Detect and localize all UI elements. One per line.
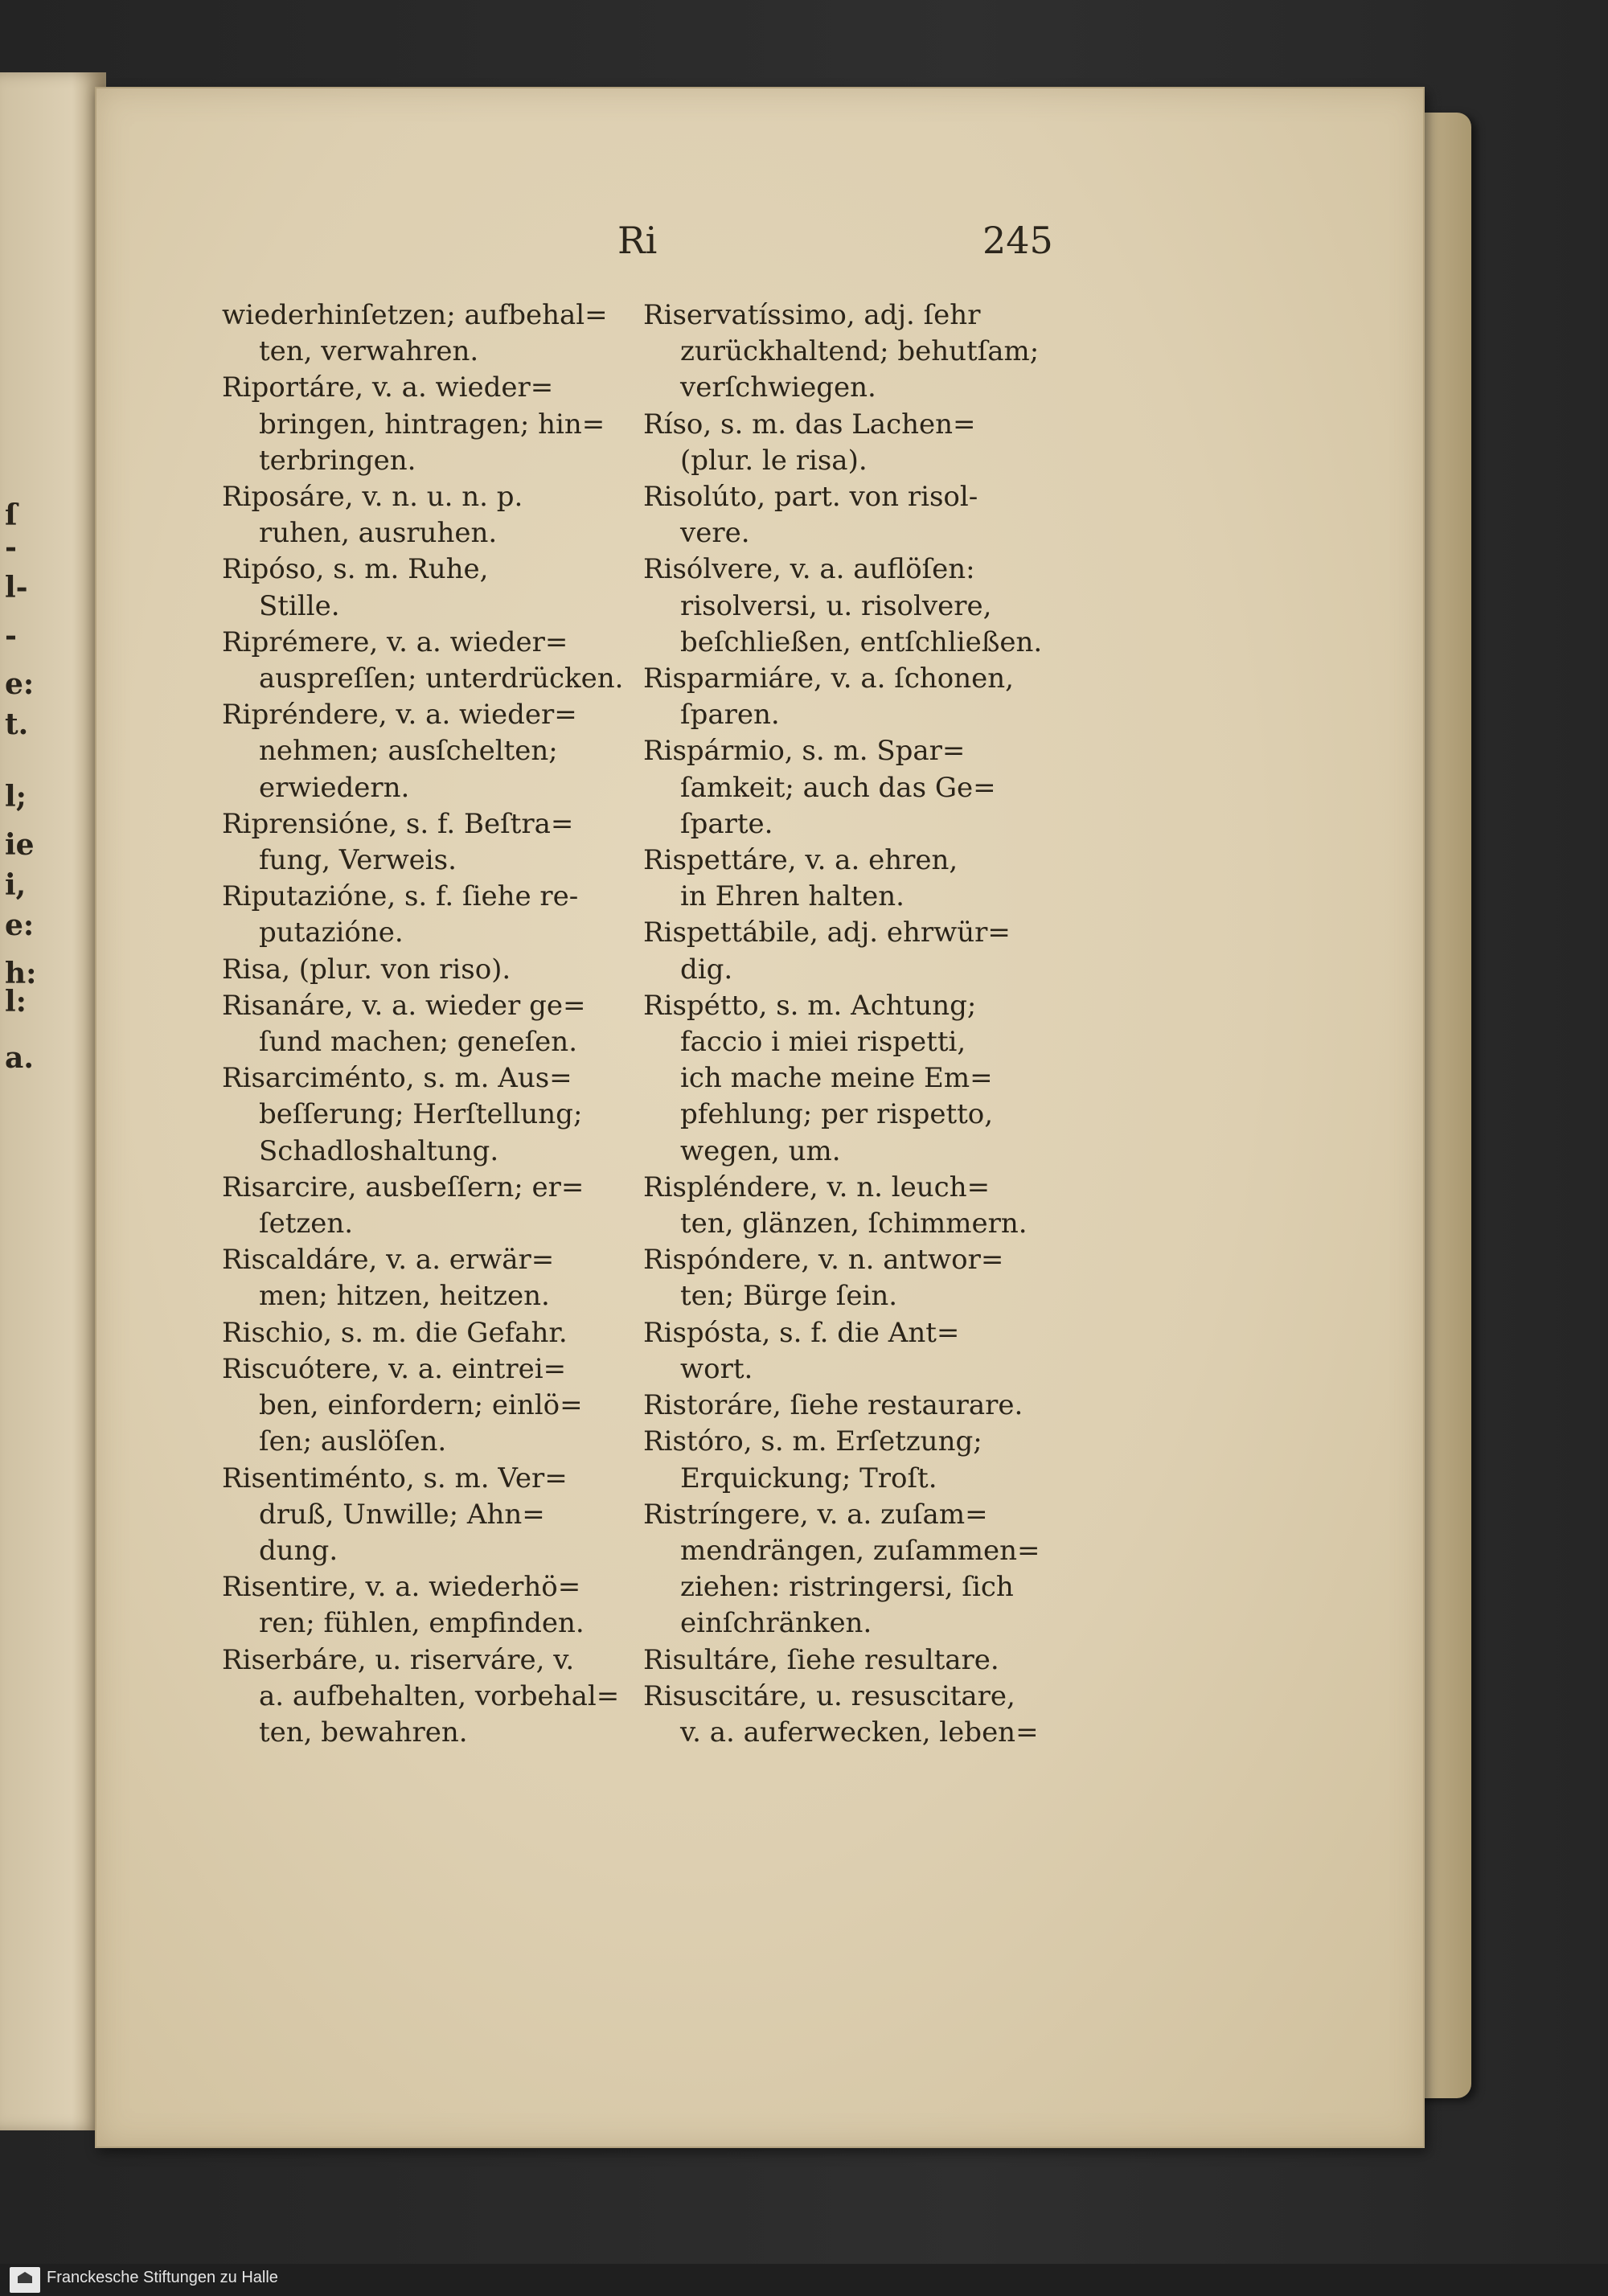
dictionary-entry [222, 1060, 627, 1170]
entry-continuation: ſparte. [680, 807, 773, 840]
entry-headline: Ripóso, s. m. Ruhe, [222, 553, 489, 586]
entry-headline: Ripréndere, v. a. wieder= [222, 699, 577, 732]
dictionary-entry [222, 370, 627, 479]
entry-continuation: mendrängen, zuſammen= [680, 1534, 1040, 1567]
dictionary-entry [222, 806, 627, 879]
dictionary-entry [222, 697, 627, 806]
entry-headline: Ríso, s. m. das Lachen= [643, 408, 976, 441]
page-number: 245 [982, 219, 1053, 262]
entry-continuation: ich mache meine Em= [680, 1062, 993, 1095]
dictionary-entry [222, 479, 627, 551]
entry-continuation: a. aufbehalten, vorbehal= [259, 1679, 620, 1712]
institution-logo-icon [10, 2267, 40, 2293]
entry-continuation: men; hitzen, heitzen. [259, 1280, 550, 1313]
dictionary-entry [643, 1242, 1049, 1314]
entry-headline: Riserbáre, u. riserváre, v. [222, 1643, 575, 1676]
entry-continuation: ten, glänzen, ſchimmern. [680, 1207, 1028, 1240]
entry-continuation: nehmen; ausſchelten; [259, 735, 558, 768]
entry-headline: Risarcire, ausbeſſern; er= [222, 1171, 585, 1203]
entry-headline: Riprémere, v. a. wieder= [222, 625, 568, 658]
entry-continuation: verſchwiegen. [680, 371, 876, 404]
dictionary-entry [643, 407, 1049, 479]
left-page-fragment: - [5, 531, 17, 564]
dictionary-entry [643, 1424, 1049, 1496]
left-page-fragment: ſ [5, 498, 18, 532]
entry-headline: Riservatíssimo, adj. ſehr [643, 299, 981, 331]
entry-continuation: ruhen, ausruhen. [259, 517, 498, 550]
entry-headline: Rischio, s. m. die Gefahr. [222, 1316, 568, 1349]
entry-continuation: zurückhaltend; behutſam; [680, 335, 1040, 368]
entry-headline: Riportáre, v. a. wieder= [222, 371, 554, 404]
entry-continuation: Schadloshaltung. [259, 1134, 499, 1167]
running-header: Ri [617, 219, 658, 262]
dictionary-entry [222, 625, 627, 697]
left-page-fragment: l- [5, 571, 28, 605]
entry-continuation: putazióne. [259, 916, 404, 949]
left-page-fragment: - [5, 619, 17, 653]
dictionary-entry [222, 1170, 627, 1242]
dictionary-entry [643, 1642, 1049, 1679]
entry-headline: Risarciménto, s. m. Aus= [222, 1062, 572, 1095]
entry-headline: wiederhinſetzen; aufbehal= [222, 299, 608, 331]
entry-continuation: vere. [680, 517, 750, 550]
left-page-fragment: ie [5, 828, 35, 862]
entry-headline: Risentire, v. a. wiederhö= [222, 1571, 581, 1604]
dictionary-entry [222, 1642, 627, 1752]
dictionary-entry [643, 1170, 1049, 1242]
entry-continuation: fung, Verweis. [259, 844, 457, 877]
entry-continuation: ſamkeit; auch das Ge= [680, 771, 996, 804]
dictionary-entry [222, 551, 627, 624]
dictionary-entry [222, 1461, 627, 1570]
entry-continuation: ziehen: ristringersi, ſich [680, 1571, 1014, 1604]
entry-continuation: wegen, um. [680, 1134, 841, 1167]
dictionary-entry [222, 988, 627, 1060]
entry-headline: Rispléndere, v. n. leuch= [643, 1171, 991, 1203]
left-page-fragment: l: [5, 985, 27, 1019]
entry-continuation: faccio i miei rispetti, [680, 1026, 966, 1059]
left-page-fragment: e: [5, 667, 35, 701]
entry-continuation: ſparen. [680, 699, 780, 732]
entry-headline: Riposáre, v. n. u. n. p. [222, 481, 523, 514]
dictionary-entry [643, 733, 1049, 843]
entry-continuation: in Ehren halten. [680, 880, 904, 913]
entry-continuation: Stille. [259, 589, 340, 622]
entry-headline: Rispettáre, v. a. ehren, [643, 844, 958, 877]
dictionary-entry [222, 1351, 627, 1461]
left-page-fragment: i, [5, 868, 27, 902]
dictionary-entry [643, 1315, 1049, 1388]
right-column [643, 297, 1049, 1751]
entry-continuation: ren; fühlen, empfinden. [259, 1607, 585, 1640]
entry-continuation: wort. [680, 1352, 753, 1385]
entry-continuation: ſetzen. [259, 1207, 354, 1240]
dictionary-entry [222, 879, 627, 951]
dictionary-entry [222, 297, 627, 370]
dictionary-entry [643, 479, 1049, 551]
dictionary-entry [222, 952, 627, 988]
entry-headline: Rispármio, s. m. Spar= [643, 735, 966, 768]
entry-headline: Risentiménto, s. m. Ver= [222, 1462, 568, 1494]
dictionary-entry [643, 1388, 1049, 1424]
entry-headline: Rispósta, s. f. die Ant= [643, 1316, 960, 1349]
entry-headline: Rispettábile, adj. ehrwür= [643, 916, 1011, 949]
left-page-fragment: a. [5, 1041, 34, 1075]
entry-headline: Risólvere, v. a. auflöſen: [643, 553, 975, 586]
left-page-edge [0, 72, 106, 2130]
left-page-fragment: e: [5, 908, 35, 942]
entry-continuation: auspreſſen; unterdrücken. [259, 662, 624, 695]
dictionary-entry [643, 843, 1049, 915]
entry-continuation: einſchränken. [680, 1607, 872, 1640]
entry-headline: Riprensióne, s. f. Beſtra= [222, 807, 574, 840]
entry-headline: Riscuótere, v. a. eintrei= [222, 1352, 567, 1385]
entry-headline: Ristoráre, ſiehe restaurare. [643, 1389, 1023, 1422]
dictionary-entry [643, 661, 1049, 733]
entry-continuation: ben, einfordern; einlö= [259, 1389, 583, 1422]
entry-continuation: bringen, hintragen; hin= [259, 408, 605, 441]
footer-credit: Franckesche Stiftungen zu Halle [47, 2269, 278, 2286]
entry-headline: Ristríngere, v. a. zuſam= [643, 1498, 988, 1531]
entry-continuation: druß, Unwille; Ahn= [259, 1498, 545, 1531]
left-page-fragments [0, 72, 103, 2130]
entry-continuation: (plur. le risa). [680, 444, 868, 477]
left-page-fragment: l; [5, 780, 27, 814]
entry-continuation: ſen; auslöſen. [259, 1425, 447, 1458]
entry-continuation: ten; Bürge ſein. [680, 1280, 898, 1313]
left-page-fragment: t. [5, 707, 29, 741]
entry-headline: Risultáre, ſiehe resultare. [643, 1643, 999, 1676]
dictionary-entry [643, 1679, 1049, 1751]
entry-headline: Risolúto, part. von risol- [643, 481, 978, 514]
entry-headline: Rispóndere, v. n. antwor= [643, 1244, 1004, 1277]
dictionary-entry [643, 297, 1049, 407]
entry-headline: Riputazióne, s. f. ſiehe re- [222, 880, 579, 913]
left-column [222, 297, 627, 1751]
entry-headline: Risa, (plur. von riso). [222, 953, 511, 986]
left-page-fragment: h: [5, 957, 37, 990]
entry-continuation: risolversi, u. risolvere, [680, 589, 992, 622]
entry-continuation: beſchließen, entſchließen. [680, 625, 1043, 658]
dictionary-entry [643, 915, 1049, 987]
entry-continuation: dig. [680, 953, 733, 986]
entry-continuation: beſſerung; Herſtellung; [259, 1098, 583, 1131]
entry-continuation: dung. [259, 1534, 338, 1567]
entry-headline: Rispétto, s. m. Achtung; [643, 989, 977, 1022]
entry-continuation: v. a. auferwecken, leben= [680, 1716, 1039, 1749]
entry-continuation: terbringen. [259, 444, 416, 477]
entry-headline: Risanáre, v. a. wieder ge= [222, 989, 586, 1022]
dictionary-entry [643, 988, 1049, 1170]
entry-continuation: pfehlung; per rispetto, [680, 1098, 994, 1131]
entry-continuation: ten, bewahren. [259, 1716, 468, 1749]
dictionary-entry [222, 1569, 627, 1642]
entry-continuation: Erquickung; Troſt. [680, 1462, 937, 1494]
entry-continuation: erwiedern. [259, 771, 410, 804]
entry-headline: Risparmiáre, v. a. ſchonen, [643, 662, 1014, 695]
entry-headline: Risuscitáre, u. resuscitare, [643, 1679, 1015, 1712]
entry-headline: Riscaldáre, v. a. erwär= [222, 1244, 555, 1277]
entry-headline: Ristóro, s. m. Erſetzung; [643, 1425, 982, 1458]
entry-continuation: ten, verwahren. [259, 335, 479, 368]
dictionary-entry [643, 1497, 1049, 1642]
dictionary-entry [222, 1315, 627, 1351]
dictionary-entry [222, 1242, 627, 1314]
dictionary-entry [643, 551, 1049, 661]
entry-continuation: ſund machen; geneſen. [259, 1026, 577, 1059]
